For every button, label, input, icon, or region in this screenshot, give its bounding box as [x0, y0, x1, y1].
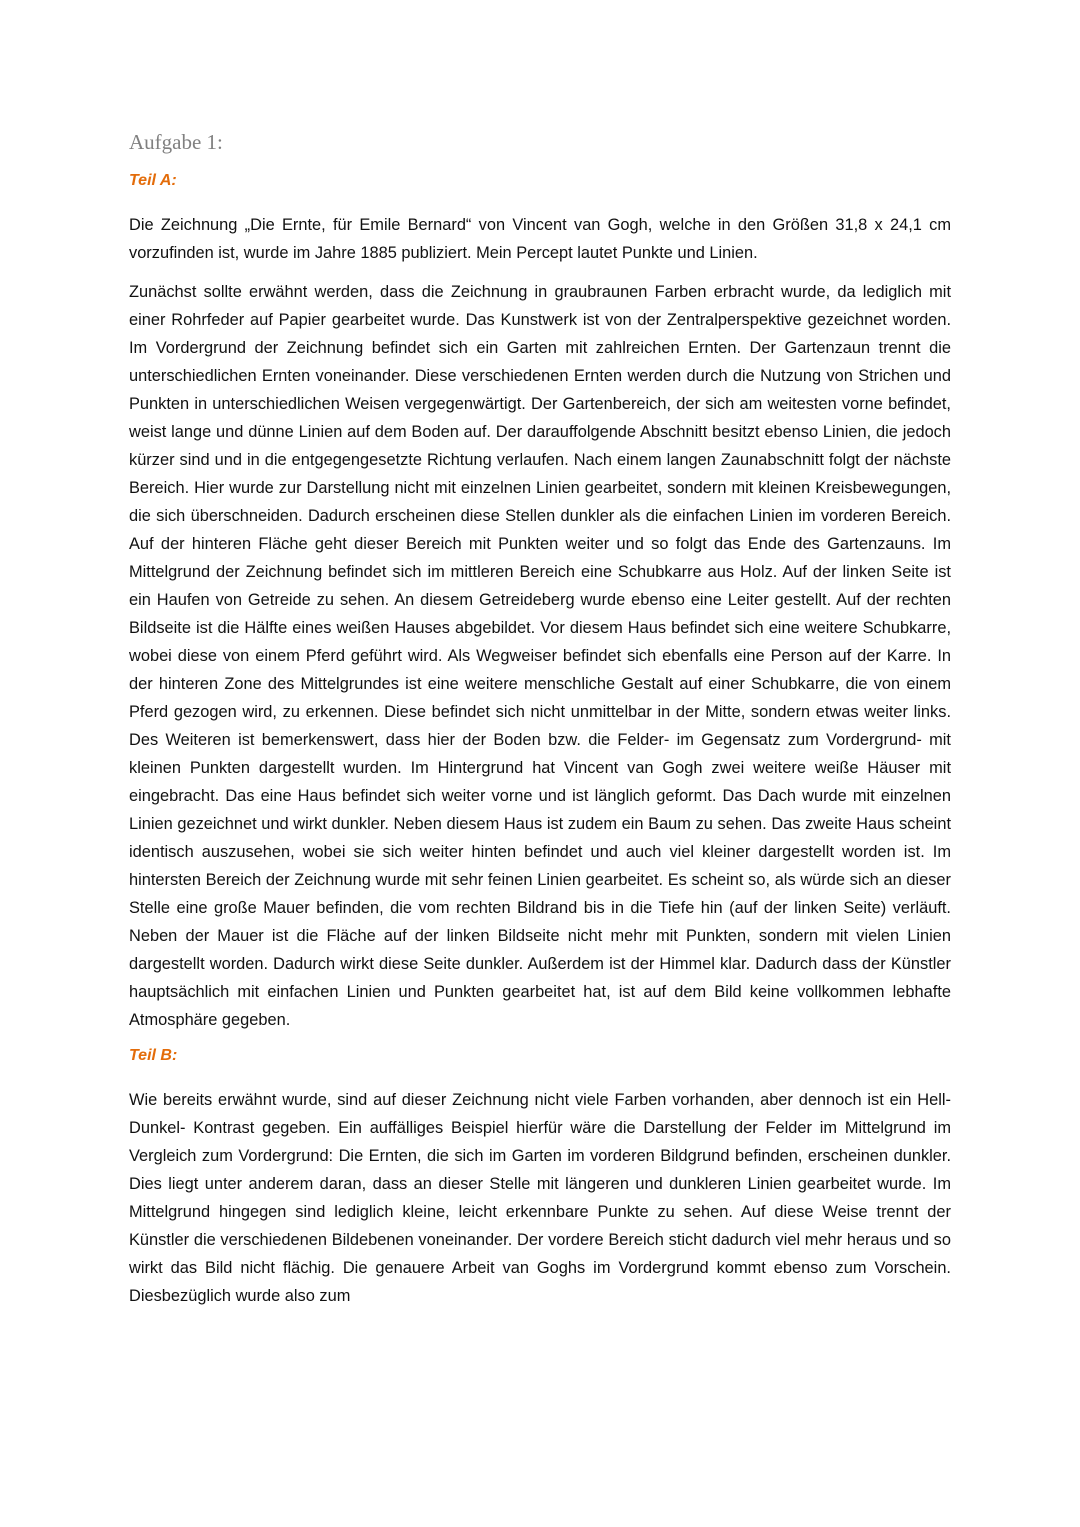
section-heading-part-a: Teil A:: [129, 172, 177, 189]
paragraph-part-a-2: Zunächst sollte erwähnt werden, dass die Zeichnung in graubraunen Farben erbracht wurde, da lediglich mit einer Rohrfeder auf Papier gearbeitet wurde. Das Kunstwerk ist von der Zentralperspektive gezeichnet worden. Im Vordergrund der Zeichnung befindet sich ein Garten mit zahlreichen Ernten. Der Gartenzaun trennt die unterschiedlichen Ernten voneinander. Diese verschiedenen Ernten werden durch die Nutzung von Strichen und Punkten in unterschiedlichen Weisen vergegenwärtigt. Der Gartenbereich, der sich am weitesten vorne befindet, weist lange und dünne Linien auf dem Boden auf. Der darauffolgende Abschnitt besitzt ebenso Linien, die jedoch kürzer sind und in die entgegengesetzte Richtung verlaufen. Nach einem langen Zaunabschnitt folgt der nächste Bereich. Hier wurde zur Darstellung nicht mit einzelnen Linien gearbeitet, sondern mit kleinen Kreisbewegungen, die sich überschneiden. Dadurch erscheinen diese Stellen dunkler als die einfachen Linien im vorderen Bereich. Auf der hinteren Fläche geht dieser Bereich mit Punkten weiter und so folgt das Ende des Gartenzauns. Im Mittelgrund der Zeichnung befindet sich im mittleren Bereich eine Schubkarre aus Holz. Auf der linken Seite ist ein Haufen von Getreide zu sehen. An diesem Getreideberg wurde ebenso eine Leiter gestellt. Auf der rechten Bildseite ist die Hälfte eines weißen Hauses abgebildet. Vor diesem Haus befindet sich eine weitere Schubkarre, wobei diese von einem Pferd geführt wird. Als Wegweiser befindet sich ebenfalls eine Person auf der Karre. In der hinteren Zone des Mittelgrundes ist eine weitere menschliche Gestalt auf einer Schubkarre, die von einem Pferd gezogen wird, zu erkennen. Diese befindet sich nicht unmittelbar in der Mitte, sondern etwas weiter links. Des Weiteren ist bemerkenswert, dass hier der Boden bzw. die Felder- im Gegensatz zum Vordergrund- mit kleinen Punkten dargestellt wurden. Im Hintergrund hat Vincent van Gogh zwei weitere weiße Häuser mit eingebracht. Das eine Haus befindet sich weiter vorne und ist länglich geformt. Das Dach wurde mit einzelnen Linien gezeichnet und wirkt dunkler. Neben diesem Haus ist zudem ein Baum zu sehen. Das zweite Haus scheint identisch auszusehen, wobei sie sich weiter hinten befindet und auch viel kleiner dargestellt worden ist. Im hintersten Bereich der Zeichnung wurde mit sehr feinen Linien gearbeitet. Es scheint so, als würde sich an dieser Stelle eine große Mauer befinden, die vom rechten Bildrand bis in die Tiefe hin (auf der linken Seite) verläuft. Neben der Mauer ist die Fläche auf der linken Bildseite nicht mehr mit Punkten, sondern mit vielen Linien dargestellt worden. Dadurch wirkt diese Seite dunkler. Außerdem ist der Himmel klar. Dadurch dass der Künstler hauptsächlich mit einfachen Linien und Punkten gearbeitet hat, ist auf dem Bild keine vollkommen lebhafte Atmosphäre gegeben.: [129, 283, 951, 1029]
document-page: [129, 128, 951, 1321]
section-heading-part-b: Teil B:: [129, 1047, 178, 1064]
document-title: Aufgabe 1:: [129, 130, 223, 154]
paragraph-part-b-1: Wie bereits erwähnt wurde, sind auf dieser Zeichnung nicht viele Farben vorhanden, aber dennoch ist ein Hell- Dunkel- Kontrast gegeben. Ein auffälliges Beispiel hierfür wäre die Darstellung der Felder im Mittelgrund im Vergleich zum Vordergrund: Die Ernten, die sich im Garten im vorderen Bildgrund befinden, erscheinen dunkler. Dies liegt unter anderem daran, dass an dieser Stelle mit längeren und dunkleren Linien gearbeitet wurde. Im Mittelgrund hingegen sind lediglich kleine, leicht erkennbare Punkte zu sehen. Auf diese Weise trennt der Künstler die verschiedenen Bildebenen voneinander. Der vordere Bereich sticht dadurch viel mehr heraus und so wirkt das Bild nicht flächig. Die genauere Arbeit van Goghs im Vordergrund kommt ebenso zum Vorschein. Diesbezüglich wurde also zum: [129, 1091, 951, 1305]
paragraph-part-a-1: Die Zeichnung „Die Ernte, für Emile Bernard“ von Vincent van Gogh, welche in den Größen 31,8 x 24,1 cm vorzufinden ist, wurde im Jahre 1885 publiziert. Mein Percept lautet Punkte und Linien.: [129, 216, 951, 262]
